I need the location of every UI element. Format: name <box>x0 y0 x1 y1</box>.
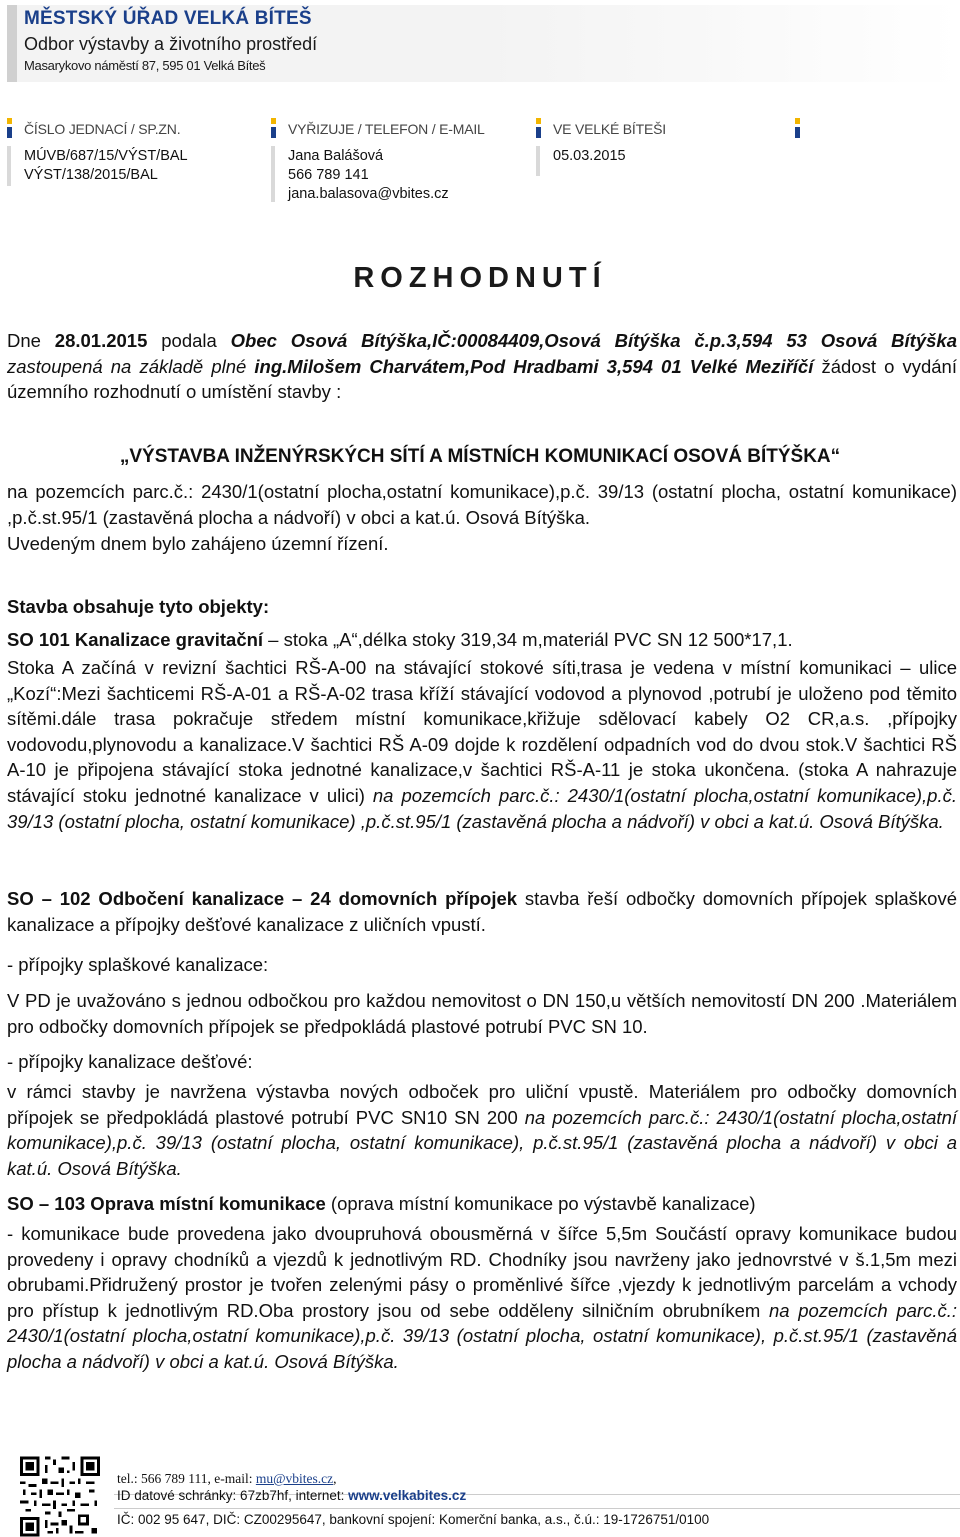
column-divider <box>271 146 275 202</box>
place-label: VE VELKÉ BÍTEŠI <box>553 121 666 137</box>
contact-name: Jana Balášová <box>288 148 384 164</box>
column-divider <box>536 146 540 176</box>
rain-text: v rámci stavby je navržena výstavba nových odboček pro uliční vpustě. Materiálem pro odbočky domovních přípojek se předpokládá plastové potrubí PVC SN10 SN 200 na pozemcích parc.č.: 2430/1(ostatní plocha,ostatní komunikace),p.č. 39/13 (ostatní plocha, ostatní komunikace), p.č.st.95/1 (zastavěná plocha a nádvoří) v obci a kat.ú. Osová Bítýška. <box>7 1081 957 1179</box>
file-mark: VÝST/138/2015/BAL <box>24 167 158 183</box>
contact-label: VYŘIZUJE / TELEFON / E-MAIL <box>288 121 485 137</box>
so103-text: - komunikace bude provedena jako dvoupruhová obousměrná v šířce 5,5m Součástí opravy komunikace budou provedeny i opravy chodníků a vjezdů k jednotlivým RD. Chodníky jsou navrženy jako jednovrstvé v š.1,5m mezi obrubami.Přidružený prostor je tvořen zelenými pásy o proměnlivé šířce ,vjezdy k jednotlivým parcelám a vchody pro přístup k jednotlivým RD.Oba prostory jsou od sebe odděleny silničním obrubníkem na pozemcích parc.č.: 2430/1(ostatní plocha,ostatní komunikace),p.č. 39/13 (ostatní plocha, ostatní komunikace), p.č.st.95/1 (zastavěná plocha a nádvoří) v obci a kat.ú. Osová Bítýška. <box>7 1223 957 1372</box>
organization-name: MĚSTSKÝ ÚŘAD VELKÁ BÍTEŠ <box>24 8 312 29</box>
reference-number: MÚVB/687/15/VÝST/BAL <box>24 148 188 164</box>
procedure-started-text: Uvedeným dnem bylo zahájeno územní řízení. <box>7 533 389 554</box>
footer-databox: ID datové schránky: 67zb7hf, internet: www.velkabites.cz <box>117 1488 467 1503</box>
intro-paragraph: Dne 28.01.2015 podala Obec Osová Bítýška,IČ:00084409,Osová Bítýška č.p.3,594 53 Osová Bítýška zastoupená na základě plné ing.Milošem Charvátem,Pod Hradbami 3,594 01 Velké Meziříčí žádost o vydání územního rozhodnutí o umístění stavby : <box>7 330 958 403</box>
so101-text: Stoka A začíná v revizní šachtici RŠ-A-00 na stávající stokové síti,trasa je vedena v místní komunikaci – ulice „Kozí“:Mezi šachticemi RŠ-A-01 a RŠ-A-02 trasa kříží stávající vodovod a plynovod ,potrubí je uloženo pod těmito sítěmi.dále trasa pokračuje středem místní komunikace,křižuje sdělovací kabely O2 CR,a.s. ,přípojky vodovodu,plynovodu a kanalizace.V šachtici RŠ A-09 dojde k rozdělení odpadních vod do dvou stok.V šachtici RŠ A-10 je připojena stávající stoka jednotné kanalizace,v šachtici RŠ-A-11 je stoka ukončena. (stoka A nahrazuje stávající stoku jednotné kanalizace v ulici) na pozemcích parc.č.: 2430/1(ostatní plocha,ostatní komunikace),p.č. 39/13 (ostatní plocha, ostatní komunikace) ,p.č.st.95/1 (zastavěná plocha a nádvoří) v obci a kat.ú. Osová Bítýška. <box>7 657 957 832</box>
letterhead <box>0 0 960 86</box>
qr-code-icon <box>20 1456 100 1537</box>
footer-website-link[interactable]: www.velkabites.cz <box>348 1488 467 1503</box>
column-marker-icon <box>7 118 12 138</box>
contact-phone: 566 789 141 <box>288 167 369 183</box>
footer-email-link[interactable]: mu@vbites.cz <box>255 1471 334 1486</box>
sewage-text: V PD je uvažováno s jednou odbočkou pro každou nemovitost o DN 150,u větších nemovitostí DN 200 .Materiálem pro odbočky domovních přípojek se předpokládá plastové potrubí PVC SN 10. <box>7 990 957 1037</box>
document-date: 05.03.2015 <box>553 148 626 164</box>
column-marker-icon <box>795 118 800 138</box>
organization-address: Masarykovo náměstí 87, 595 01 Velká Bíteš <box>24 58 266 73</box>
so103-heading: SO – 103 Oprava místní komunikace (oprava místní komunikace po výstavbě kanalizace) <box>7 1193 756 1214</box>
department-name: Odbor výstavby a životního prostředí <box>24 34 318 54</box>
column-divider <box>7 146 11 186</box>
so102-text: SO – 102 Odbočení kanalizace – 24 domovních přípojek stavba řeší odbočky domovních přípojek splaškové kanalizace a přípojky dešťové kanalizace z uličních vpustí. <box>7 888 957 935</box>
reference-number-label: ČÍSLO JEDNACÍ / SP.ZN. <box>24 121 181 137</box>
objects-heading: Stavba obsahuje tyto objekty: <box>7 596 270 617</box>
letterhead-side-bar <box>7 5 17 82</box>
document-title: ROZHODNUTÍ <box>353 262 607 294</box>
column-marker-icon <box>536 118 541 138</box>
footer-divider <box>114 1508 960 1509</box>
so101-heading: SO 101 Kanalizace gravitační – stoka „A“,délka stoky 319,34 m,materiál PVC SN 12 500*17,1. <box>7 629 793 650</box>
footer-contact: tel.: 566 789 111, e-mail: mu@vbites.cz, <box>117 1471 337 1486</box>
rain-heading: - přípojky kanalizace dešťové: <box>7 1051 253 1072</box>
column-marker-icon <box>271 118 276 138</box>
contact-email: jana.balasova@vbites.cz <box>288 186 449 202</box>
sewage-heading: - přípojky splaškové kanalizace: <box>7 954 269 975</box>
project-name: „VÝSTAVBA INŽENÝRSKÝCH SÍTÍ A MÍSTNÍCH KOMUNIKACÍ OSOVÁ BÍTÝŠKA“ <box>119 446 841 467</box>
parcels-paragraph: na pozemcích parc.č.: 2430/1(ostatní plocha,ostatní komunikace),p.č. 39/13 (ostatní plocha, ostatní komunikace) ,p.č.st.95/1 (zastavěná plocha a nádvoří) v obci a kat.ú. Osová Bítýška. <box>7 481 957 528</box>
footer-bank-info: IČ: 002 95 647, DIČ: CZ00295647, bankovní spojení: Komerční banka, a.s., č.ú.: 19-1726751/0100 <box>117 1512 710 1527</box>
